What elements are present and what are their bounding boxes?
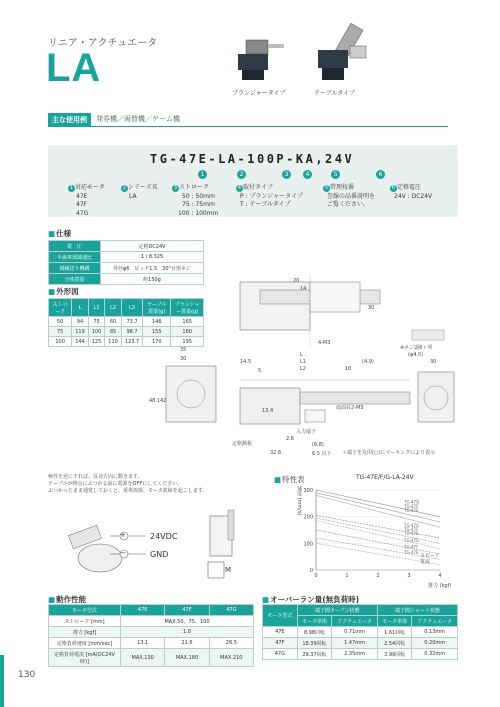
table-row: 50 94 75 60 73.7 146 165	[49, 317, 204, 327]
dim-2-6: 2.6	[286, 436, 294, 442]
table-row: 親軸送り機構 外径φ6 ピッチ1.5 30°台形ネジ	[49, 263, 204, 274]
code-num-5: 5	[331, 170, 340, 179]
dim-10: 10	[345, 366, 352, 372]
code-num-6: 6	[376, 170, 385, 179]
code-item-6: 6 定格電圧 24V : DC24V	[391, 184, 433, 200]
table-row: 定格負荷速度 [mm/sec] 13.1 21.6 28.5	[49, 638, 254, 649]
dim-48: 48.1	[149, 398, 161, 404]
dim-input-terminal: 入力端子	[296, 429, 317, 435]
chart-series-label: TG-47G	[404, 538, 420, 544]
chart-series-label: TG-47E	[404, 507, 419, 513]
usage-divider	[48, 126, 448, 127]
dim-30b: 30	[180, 356, 187, 362]
table-row: 47E 8.98回転 0.71mm 1.61回転 0.13mm	[263, 627, 458, 638]
dim-2m3: 皿面長2-M3	[336, 405, 364, 411]
chart-series-line	[316, 493, 440, 522]
dim-5: 5	[258, 368, 262, 374]
chart-series-label: TG-47F	[404, 544, 419, 550]
chart-ylabel: 速度 (mm/s)	[296, 486, 302, 516]
table-row: 47F 18.39回転 1.47mm 2.54回転 0.20mm	[263, 638, 458, 649]
dim-42: 42	[160, 398, 167, 404]
dim-4-9: (4.9)	[362, 359, 374, 365]
dim-L1: L1	[300, 359, 306, 365]
overrun-section-title: ■ オーバーラン量(無負荷時)	[262, 594, 359, 605]
legend-speed: スピード	[420, 553, 440, 559]
code-item-1: 1 対応モータ 47E 47F 47G	[69, 184, 105, 217]
minus-terminal-label: −	[120, 549, 126, 557]
code-item-2: 2 シリーズ名 LA	[122, 184, 158, 200]
code-num-4: 4	[303, 170, 312, 179]
dim-14-5: 14.5	[240, 359, 252, 365]
product-title: LA	[46, 46, 102, 90]
chart-series-line	[316, 530, 440, 554]
dim-14: 14	[300, 286, 307, 292]
dim-32-6: 32.6	[270, 450, 282, 456]
dim-20: 20	[293, 278, 300, 284]
chart-series-line	[316, 518, 440, 543]
page-side-bar	[0, 655, 4, 707]
table-row: 平歯車部減速比 1 / 8.325	[49, 252, 204, 263]
motor-symbol: M	[225, 566, 232, 574]
dim-30: 30	[368, 305, 375, 311]
plus-terminal-label: +	[120, 531, 126, 539]
dim-L2: L2	[300, 366, 306, 372]
plunger-type-image	[228, 32, 288, 84]
plunger-type-caption: プランジャータイプ	[232, 90, 286, 97]
code-item-5: 5 管理枝番 巻線の品番説明を ご覧ください。	[324, 184, 376, 208]
spec-section-title: ■ 仕様	[48, 228, 71, 239]
code-item-4: 4 取付タイプ P : プランジャータイプ T : テーブルタイプ	[237, 184, 303, 208]
table-type-image	[310, 20, 380, 86]
chart-y-tick-label: 0	[309, 568, 313, 574]
chart-y-tick-label: 300	[303, 488, 313, 494]
table-row: モータ型式 端子間オープン状態 端子間ショート状態	[263, 605, 458, 616]
part-number-code: TG-47E-LA-100P-KA,24V	[150, 152, 355, 166]
table-row: 100 144 125 110 123.7 170 195	[49, 337, 204, 347]
table-row: ストローク L L1 L2 L3 テーブル質量(g) プランジャー質量(g)	[49, 299, 204, 317]
category-subtitle: リニア・アクチュエータ	[48, 38, 158, 49]
chart-series-line	[316, 521, 440, 549]
table-row: 定格負荷電流 [mA(DC24V時)] MAX.130 MAX.180 MAX.210	[49, 649, 254, 667]
screw-note: ※ネジ頭6ヶ所	[400, 345, 433, 351]
performance-table	[48, 604, 254, 667]
gnd-label: GND	[150, 550, 169, 559]
dim-6-8: (6.8)	[312, 442, 324, 448]
chart-x-tick-label: 4	[438, 573, 442, 579]
chart-x-tick-label: 0	[314, 573, 318, 579]
table-type-caption: テーブルタイプ	[314, 90, 355, 97]
dim-6-5: 6.5 以下	[312, 451, 332, 457]
legend-current: 電流	[420, 559, 431, 565]
usage-tag: 主な使用例	[48, 113, 91, 127]
table-row: 電 圧 定格DC24V	[49, 241, 204, 252]
chart-x-tick-label: 3	[407, 573, 411, 579]
table-row: 47G 29.37回転 2.35mm 3.99回転 0.32mm	[263, 649, 458, 660]
chart-x-tick-label: 1	[345, 573, 349, 579]
wiring-note: 極性を逆にすれば、反対方向に動きます。 テーブルが終点にぶつかる前に電源をOFFにしてください。 ぶつかったまま通電しておくと、重車故障、モータ故障を起こします。	[48, 474, 208, 494]
chart-x-tick-label: 2	[376, 573, 380, 579]
chart-series-line	[316, 495, 440, 527]
chart-series-label: TG-47E	[404, 550, 419, 556]
chart-series-label: TG-47G	[404, 522, 420, 528]
dim-30c: 30	[430, 359, 437, 365]
chart-y-tick-label: 200	[303, 514, 313, 521]
outline-section-title: ■ 外形図	[48, 286, 79, 297]
usage-text: 発券機／両替機／ゲーム機	[96, 115, 180, 123]
table-row: 推力 [kgf] 1.0	[49, 627, 254, 638]
v24-label: 24VDC	[150, 532, 178, 541]
dim-L: L	[300, 352, 303, 358]
characteristics-title: ■ 特性表	[274, 474, 305, 485]
code-item-3: 3 ストローク 50 : 50mm 75 : 75mm 100 : 100mm	[173, 184, 219, 217]
dim-rating-plate: 定格銘板	[232, 441, 253, 447]
table-row: 75 119 100 85 98.7 155 180	[49, 327, 204, 337]
chart-series-label: TG-47F	[404, 526, 419, 532]
table-row: ストローク [mm] MAX.50、75、100	[49, 616, 254, 627]
characteristics-chart	[290, 482, 450, 582]
chart-title: TG-47E/F/G-LA-24V	[356, 474, 414, 481]
table-row: 全体質量 約150g	[49, 274, 204, 285]
table-row: モータ単体 アクチュエータ モータ単体 アクチュエータ	[263, 616, 458, 627]
dim-phi-4-5: (φ4.5)	[408, 352, 424, 358]
dim-13-4: 13.4	[262, 408, 274, 414]
chart-xlabel: 推力 (kgf)	[428, 583, 452, 589]
table-row: モータ型式 47E 47F 47G	[49, 605, 254, 616]
overrun-table	[262, 604, 458, 660]
chart-series-label: TG-47G	[404, 499, 420, 505]
code-num-3: 3	[282, 170, 291, 179]
chart-series-label: TG-47F	[404, 503, 419, 509]
terminal-mark-note: ＋端子を丸印(○)にマーキングにより表示	[342, 450, 436, 456]
dim-35: 35	[180, 347, 187, 353]
page-number: 130	[18, 670, 36, 680]
performance-section-title: ■ 動作性能	[48, 594, 86, 605]
chart-y-tick-label: 100	[303, 541, 313, 548]
code-num-2: 2	[237, 170, 246, 179]
dim-4m3: 4-M3	[318, 340, 331, 346]
code-num-1: 1	[198, 170, 207, 179]
chart-series-line	[316, 490, 440, 517]
chart-series-label: TG-47E	[404, 531, 419, 537]
